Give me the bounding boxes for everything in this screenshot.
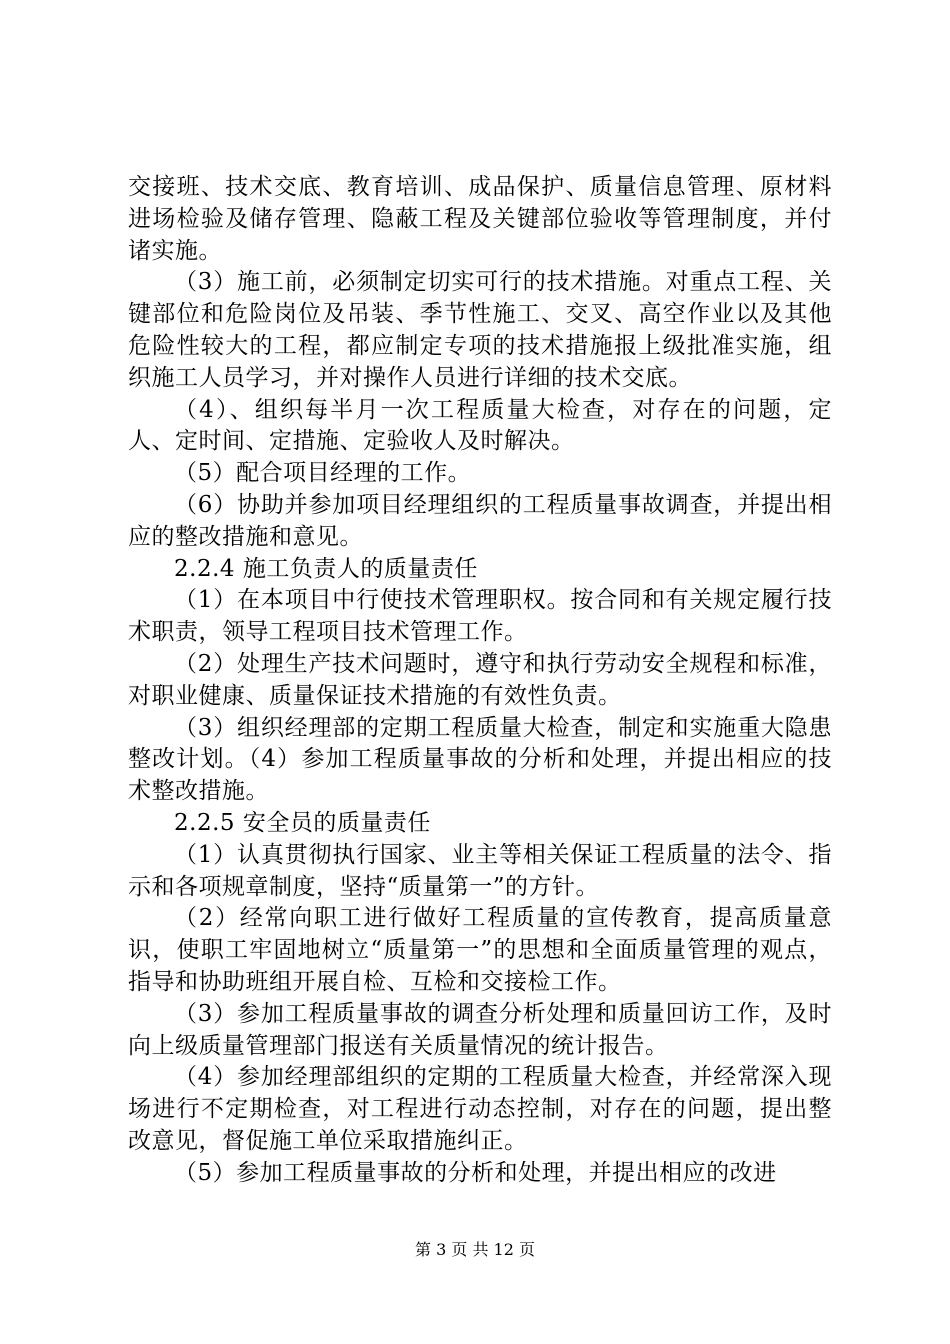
section-heading-2-2-4: 2.2.4 施工负责人的质量责任 [174,555,478,582]
paragraph-10: （1）认真贯彻执行国家、业主等相关保证工程质量的法令、指示和各项规章制度，坚持“质量第一”的方针。 [128,841,832,900]
paragraph-6: （1）在本项目中行使技术管理职权。按合同和有关规定履行技术职责，领导工程项目技术管理工作。 [128,587,832,646]
paragraph-3: （5）配合项目经理的工作。 [174,460,472,487]
paragraph-0: 交接班、技术交底、教育培训、成品保护、质量信息管理、原材料进场检验及储存管理、隐蔽工程及关键部位验收等管理制度，并付诸实施。 [128,174,832,264]
paragraph-4: （6）协助并参加项目经理组织的工程质量事故调查，并提出相应的整改措施和意见。 [128,491,832,550]
document-body [128,172,832,1190]
paragraph-2: （4）、组织每半月一次工程质量大检查，对存在的问题，定人、定时间、定措施、定验收人及时解决。 [128,396,832,455]
paragraph-8: （3）组织经理部的定期工程质量大检查，制定和实施重大隐患整改计划。（4）参加工程质量事故的分析和处理，并提出相应的技术整改措施。 [128,714,832,805]
paragraph-13: （4）参加经理部组织的定期的工程质量大检查，并经常深入现场进行不定期检查，对工程进行动态控制，对存在的问题，提出整改意见，督促施工单位采取措施纠正。 [128,1064,832,1154]
paragraph-7: （2）处理生产技术问题时，遵守和执行劳动安全规程和标准，对职业健康、质量保证技术措施的有效性负责。 [128,650,832,709]
paragraph-11: （2）经常向职工进行做好工程质量的宣传教育，提高质量意识，使职工牢固地树立“质量第一”的思想和全面质量管理的观点，指导和协助班组开展自检、互检和交接检工作。 [128,905,832,995]
paragraph-12: （3）参加工程质量事故的调查分析处理和质量回访工作，及时向上级质量管理部门报送有关质量情况的统计报告。 [128,1000,832,1059]
section-heading-2-2-5: 2.2.5 安全员的质量责任 [174,809,431,836]
page-footer [0,1240,950,1260]
page-number-label: 第 3 页 共 12 页 [415,1240,535,1259]
paragraph-1: （3）施工前，必须制定切实可行的技术措施。对重点工程、关键部位和危险岗位及吊装、季节性施工、交叉、高空作业以及其他危险性较大的工程，都应制定专项的技术措施报上级批准实施，组织施工人员学习，并对操作人员进行详细的技术交底。 [128,269,832,391]
paragraph-14: （5）参加工程质量事故的分析和处理，并提出相应的改进 [174,1159,777,1186]
